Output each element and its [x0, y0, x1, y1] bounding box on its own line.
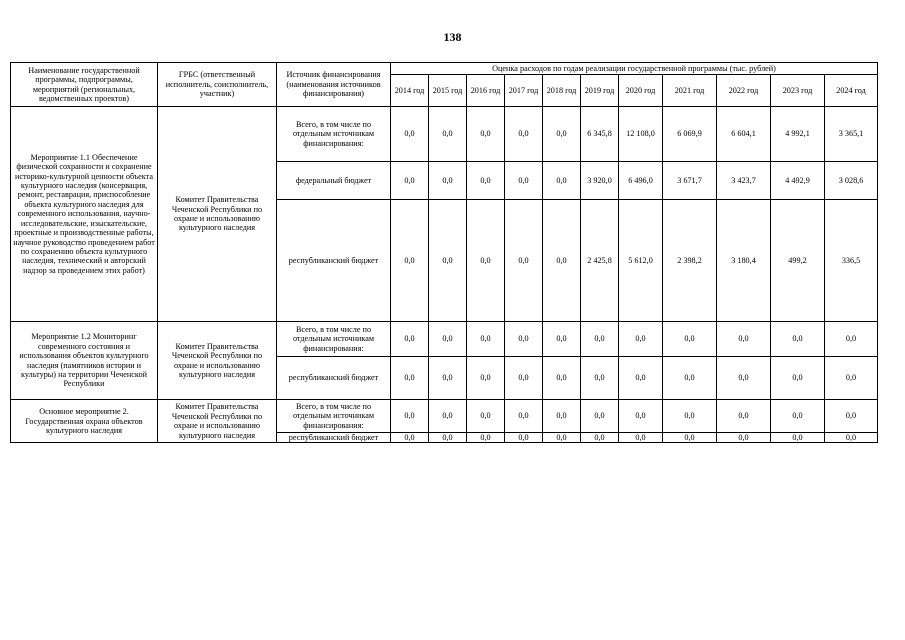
value-cell: 0,0: [581, 357, 619, 400]
value-cell: 0,0: [391, 322, 429, 357]
value-cell: 0,0: [543, 433, 581, 443]
value-cell: 0,0: [505, 200, 543, 322]
value-cell: 2 398,2: [663, 200, 717, 322]
value-cell: 0,0: [543, 322, 581, 357]
funding-source: Всего, в том числе по отдельным источникам финансирования:: [277, 322, 391, 357]
value-cell: 6 345,8: [581, 107, 619, 162]
value-cell: 0,0: [429, 107, 467, 162]
value-cell: 0,0: [429, 162, 467, 200]
page-number: 138: [443, 30, 462, 44]
value-cell: 0,0: [825, 357, 878, 400]
header-year: 2015 год: [429, 75, 467, 107]
value-cell: 0,0: [467, 433, 505, 443]
measure-name: Основное мероприятие 2. Государственная охрана объектов культурного наследия: [11, 400, 158, 443]
value-cell: 0,0: [717, 433, 771, 443]
value-cell: 0,0: [391, 400, 429, 433]
header-source: Источник финансирования (наименования источников финансирования): [277, 63, 391, 107]
value-cell: 0,0: [663, 400, 717, 433]
value-cell: 3 028,6: [825, 162, 878, 200]
value-cell: 336,5: [825, 200, 878, 322]
value-cell: 0,0: [543, 200, 581, 322]
header-year: 2021 год: [663, 75, 717, 107]
header-year: 2020 год: [619, 75, 663, 107]
value-cell: 0,0: [467, 322, 505, 357]
value-cell: 0,0: [619, 357, 663, 400]
value-cell: 0,0: [663, 322, 717, 357]
funding-source: федеральный бюджет: [277, 162, 391, 200]
value-cell: 12 108,0: [619, 107, 663, 162]
value-cell: 0,0: [581, 400, 619, 433]
funding-source: республиканский бюджет: [277, 357, 391, 400]
value-cell: 5 612,0: [619, 200, 663, 322]
value-cell: 0,0: [543, 162, 581, 200]
value-cell: 0,0: [543, 400, 581, 433]
header-year: 2016 год: [467, 75, 505, 107]
header-year: 2014 год: [391, 75, 429, 107]
value-cell: 0,0: [825, 433, 878, 443]
table-row: [11, 322, 878, 357]
header-year: 2022 год: [717, 75, 771, 107]
value-cell: 0,0: [391, 433, 429, 443]
value-cell: 0,0: [825, 400, 878, 433]
value-cell: 3 423,7: [717, 162, 771, 200]
value-cell: 0,0: [543, 107, 581, 162]
measure-grbs: Комитет Правительства Чеченской Республики по охране и использованию культурного наследия: [158, 400, 277, 443]
header-year: 2017 год: [505, 75, 543, 107]
header-grbs: ГРБС (ответственный исполнитель, соисполнитель, участник): [158, 63, 277, 107]
value-cell: 0,0: [429, 200, 467, 322]
value-cell: 3 365,1: [825, 107, 878, 162]
value-cell: 0,0: [429, 400, 467, 433]
value-cell: 0,0: [619, 433, 663, 443]
value-cell: 6 496,0: [619, 162, 663, 200]
value-cell: 0,0: [467, 400, 505, 433]
table-row: [11, 107, 878, 162]
value-cell: 0,0: [429, 433, 467, 443]
value-cell: 0,0: [619, 322, 663, 357]
value-cell: 0,0: [505, 357, 543, 400]
value-cell: 3 671,7: [663, 162, 717, 200]
measure-name: Мероприятие 1.2 Мониторинг современного состояния и использования объектов культурного наследия (памятников истории и культуры) на территории Чеченской Республики: [11, 322, 158, 400]
funding-source: республиканский бюджет: [277, 433, 391, 443]
value-cell: 0,0: [505, 107, 543, 162]
value-cell: 0,0: [663, 357, 717, 400]
value-cell: 0,0: [391, 200, 429, 322]
measure-name: Мероприятие 1.1 Обеспечение физической сохранности и сохранение историко-культурной ценности объекта культурного наследия (консервация, ремонт, реставрация, приспособление объекта культурного наследия для современного использования, научно-исследовательские, изыскательские, проектные и производственные работы, научное руководство проведением работ по сохранению объекта культурного наследия, технический и авторский надзор за проведением этих работ): [11, 107, 158, 322]
value-cell: 0,0: [467, 162, 505, 200]
funding-source: Всего, в том числе по отдельным источникам финансирования:: [277, 400, 391, 433]
value-cell: 0,0: [771, 433, 825, 443]
value-cell: 0,0: [505, 433, 543, 443]
value-cell: 0,0: [619, 400, 663, 433]
table-row: [11, 400, 878, 433]
header-year: 2019 год: [581, 75, 619, 107]
funding-source: республиканский бюджет: [277, 200, 391, 322]
value-cell: 6 604,1: [717, 107, 771, 162]
value-cell: 4 492,9: [771, 162, 825, 200]
value-cell: 0,0: [505, 162, 543, 200]
value-cell: 6 069,9: [663, 107, 717, 162]
header-year: 2024 год: [825, 75, 878, 107]
value-cell: 0,0: [771, 400, 825, 433]
measure-grbs: Комитет Правительства Чеченской Республики по охране и использованию культурного наследия: [158, 322, 277, 400]
value-cell: 0,0: [505, 322, 543, 357]
value-cell: 0,0: [717, 357, 771, 400]
value-cell: 0,0: [581, 433, 619, 443]
value-cell: 0,0: [543, 357, 581, 400]
value-cell: 2 425,8: [581, 200, 619, 322]
value-cell: 0,0: [429, 322, 467, 357]
value-cell: 0,0: [467, 357, 505, 400]
value-cell: 0,0: [391, 107, 429, 162]
value-cell: 0,0: [467, 200, 505, 322]
header-year: 2018 год: [543, 75, 581, 107]
value-cell: 0,0: [429, 357, 467, 400]
value-cell: 0,0: [825, 322, 878, 357]
value-cell: 0,0: [717, 322, 771, 357]
value-cell: 3 180,4: [717, 200, 771, 322]
value-cell: 4 992,1: [771, 107, 825, 162]
value-cell: 499,2: [771, 200, 825, 322]
funding-source: Всего, в том числе по отдельным источникам финансирования:: [277, 107, 391, 162]
value-cell: 0,0: [505, 400, 543, 433]
value-cell: 0,0: [663, 433, 717, 443]
header-year: 2023 год: [771, 75, 825, 107]
value-cell: 0,0: [391, 162, 429, 200]
budget-table: [10, 62, 878, 443]
measure-grbs: Комитет Правительства Чеченской Республики по охране и использованию культурного наследия: [158, 107, 277, 322]
value-cell: 0,0: [581, 322, 619, 357]
header-estimate: Оценка расходов по годам реализации государственной программы (тыс. рублей): [391, 63, 878, 75]
value-cell: 0,0: [771, 322, 825, 357]
value-cell: 0,0: [717, 400, 771, 433]
value-cell: 0,0: [391, 357, 429, 400]
value-cell: 0,0: [771, 357, 825, 400]
value-cell: 0,0: [467, 107, 505, 162]
value-cell: 3 920,0: [581, 162, 619, 200]
header-name: Наименование государственной программы, подпрограммы, мероприятий (региональных, ведомственных проектов): [11, 63, 158, 107]
